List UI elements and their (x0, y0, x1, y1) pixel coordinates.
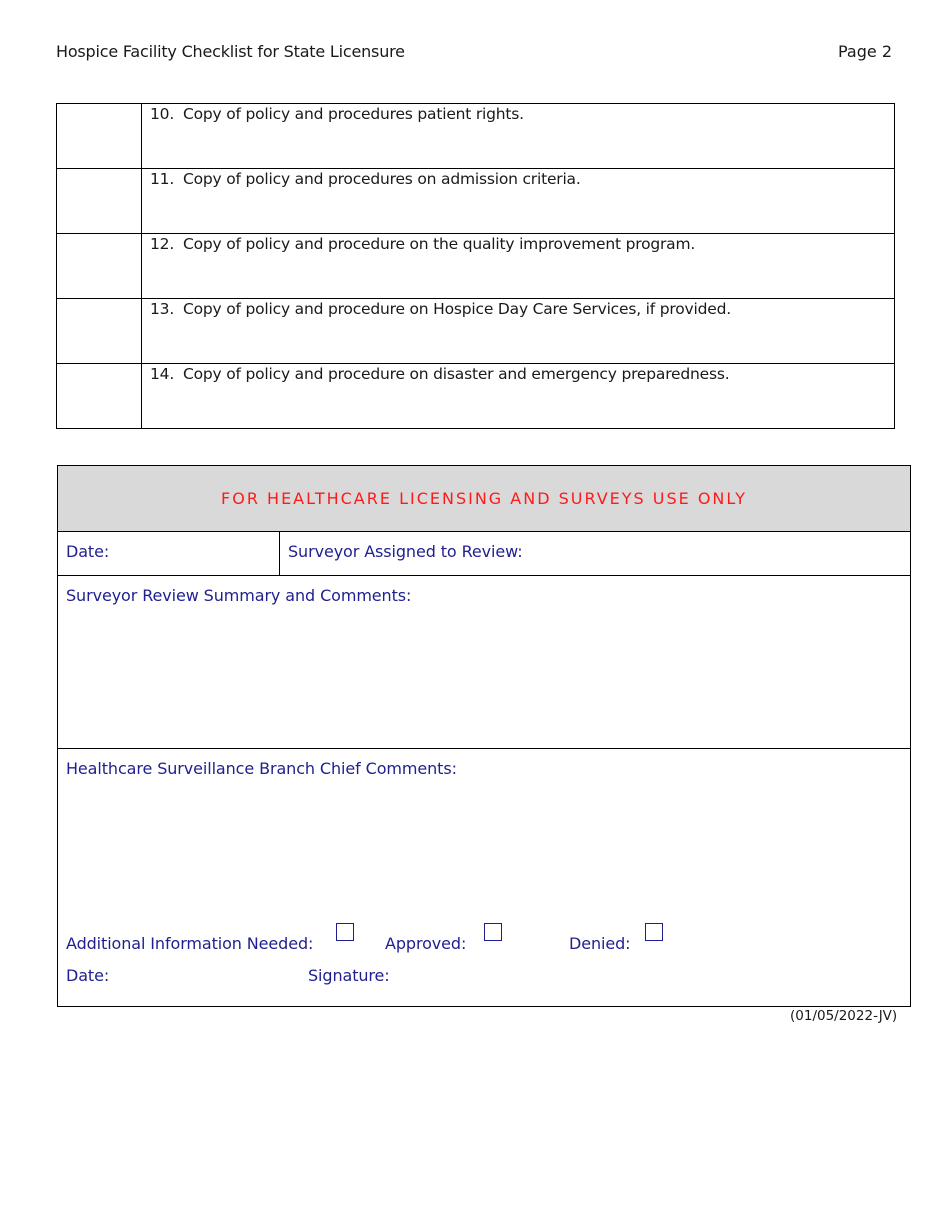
additional-info-checkbox[interactable] (336, 923, 354, 941)
check-cell-12[interactable] (57, 234, 142, 299)
check-cell-11[interactable] (57, 169, 142, 234)
item-text: Copy of policy and procedures patient rights. (183, 105, 524, 123)
check-cell-14[interactable] (57, 364, 142, 429)
table-row (57, 169, 895, 234)
item-number: 11. (150, 170, 175, 188)
item-number: 14. (150, 365, 175, 383)
check-cell-10[interactable] (57, 104, 142, 169)
item-number: 13. (150, 300, 175, 318)
checklist-item-14 (142, 364, 895, 429)
table-row (57, 104, 895, 169)
table-row (57, 364, 895, 429)
item-text: Copy of policy and procedure on Hospice Day Care Services, if provided. (183, 300, 731, 318)
checklist-item-11 (142, 169, 895, 234)
item-text: Copy of policy and procedure on the quality improvement program. (183, 235, 696, 253)
surveyor-label: Surveyor Assigned to Review: (288, 542, 523, 561)
chief-comments-field[interactable] (58, 749, 910, 1006)
table-row (57, 299, 895, 364)
date-label: Date: (66, 542, 110, 561)
denied-label: Denied: (569, 934, 631, 953)
form-revision-code: (01/05/2022-JV) (790, 1008, 898, 1024)
surveyor-summary-field[interactable] (58, 576, 910, 749)
item-text: Copy of policy and procedures on admission criteria. (183, 170, 581, 188)
chief-comments-label: Healthcare Surveillance Branch Chief Comments: (66, 759, 457, 778)
table-row (57, 234, 895, 299)
date-surveyor-row (58, 532, 910, 576)
checklist-item-12 (142, 234, 895, 299)
item-number: 10. (150, 105, 175, 123)
approved-label: Approved: (385, 934, 467, 953)
signature-label: Signature: (308, 966, 390, 985)
office-use-section (57, 465, 911, 1007)
office-use-heading: FOR HEALTHCARE LICENSING AND SURVEYS USE ONLY (58, 466, 910, 532)
check-cell-13[interactable] (57, 299, 142, 364)
summary-label: Surveyor Review Summary and Comments: (66, 586, 412, 605)
denied-checkbox[interactable] (645, 923, 663, 941)
checklist-item-13 (142, 299, 895, 364)
checklist-table (56, 103, 895, 429)
item-text: Copy of policy and procedure on disaster and emergency preparedness. (183, 365, 730, 383)
cell-divider (279, 532, 280, 576)
item-number: 12. (150, 235, 175, 253)
checklist-item-10 (142, 104, 895, 169)
additional-info-label: Additional Information Needed: (66, 934, 314, 953)
approved-checkbox[interactable] (484, 923, 502, 941)
page-header-title: Hospice Facility Checklist for State Licensure (56, 42, 405, 61)
bottom-date-label: Date: (66, 966, 110, 985)
page-number: Page 2 (838, 42, 892, 61)
